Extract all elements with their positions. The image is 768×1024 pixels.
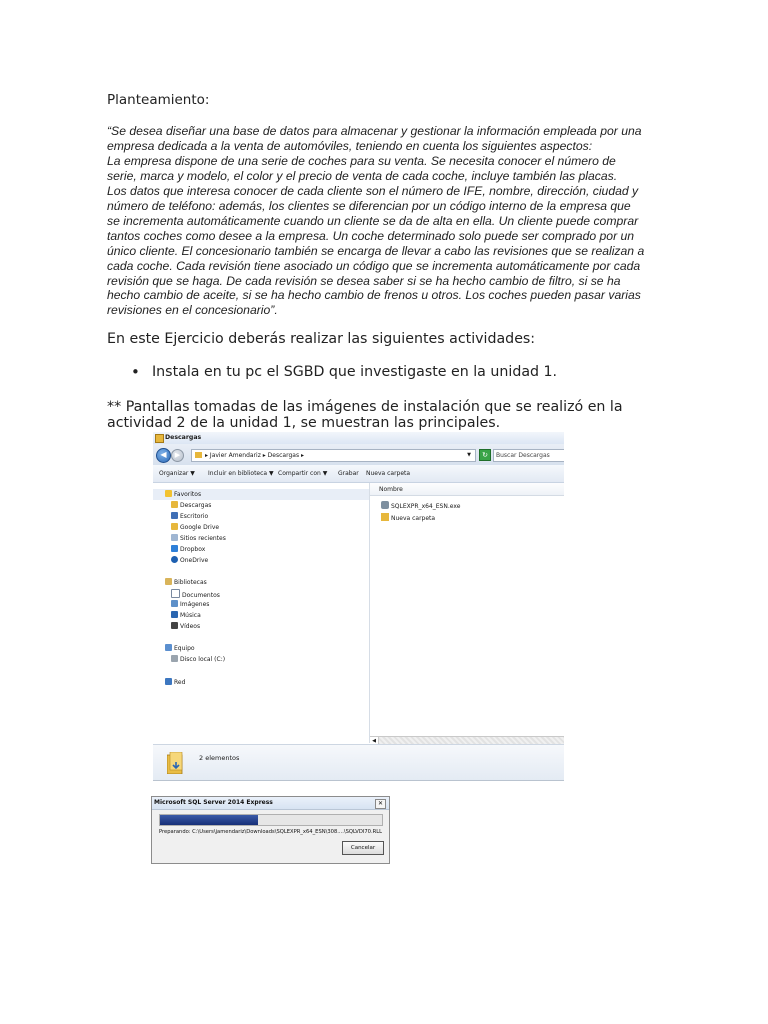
- tree-label: Descargas: [180, 502, 212, 509]
- chevron-down-icon[interactable]: ▼: [467, 452, 471, 458]
- tree-item-onedrive[interactable]: [171, 556, 208, 565]
- installer-exe-icon: [381, 501, 389, 509]
- tree-label: Documentos: [182, 592, 220, 599]
- tree-item-dropbox[interactable]: [171, 545, 205, 554]
- folder-icon: [155, 434, 164, 443]
- address-bar[interactable]: [191, 449, 476, 462]
- tree-item-desktop[interactable]: [171, 512, 208, 521]
- music-note-icon: [171, 611, 178, 618]
- installer-dialog: [151, 796, 390, 864]
- scroll-left-arrow-icon[interactable]: ◀: [370, 737, 379, 745]
- folder-icon: [381, 513, 389, 521]
- progress-status-text: Preparando: C:\Users\jamendariz\Downloads\SQLEXPR_x64_ESN\308....\SQLVDI70.RLL: [159, 829, 383, 835]
- onedrive-cloud-icon: [171, 556, 178, 563]
- quote-line: tantos coches como desee a la empresa. Un coche determinado solo puede ser comprado por un: [107, 228, 635, 243]
- quote-line: revisiones en el concesionario”.: [107, 303, 278, 318]
- tree-label: Equipo: [174, 645, 195, 652]
- refresh-icon[interactable]: ↻: [479, 449, 491, 461]
- explorer-window: [153, 432, 564, 781]
- tree-item-computer[interactable]: [165, 644, 195, 653]
- tree-item-google-drive[interactable]: [171, 523, 219, 532]
- file-name: SQLEXPR_x64_ESN.exe: [391, 503, 461, 510]
- screenshots-note: [107, 399, 627, 431]
- quote-line: se incrementa automáticamente cuando un cliente se da de alta en ella. Un cliente puede comprar: [107, 213, 639, 228]
- tree-item-images[interactable]: [171, 600, 209, 609]
- folder-icon: [195, 452, 202, 458]
- file-name: Nueva carpeta: [391, 515, 436, 522]
- organize-button[interactable]: Organizar ▼: [159, 470, 195, 477]
- item-count: 2 elementos: [199, 754, 240, 762]
- details-pane: [153, 744, 564, 781]
- video-film-icon: [171, 622, 178, 629]
- activities-list: [131, 364, 557, 380]
- quote-line: revisión que se haga. De cada revisión se desea saber si se ha hecho cambio de filtro, si se ha: [107, 273, 621, 288]
- address-bar-row: [153, 444, 564, 465]
- address-path: ▸ Javier Amendariz ▸ Descargas ▸: [205, 452, 304, 459]
- hard-drive-icon: [171, 655, 178, 662]
- forward-arrow-icon[interactable]: ▶: [171, 449, 184, 462]
- tree-item-favorites[interactable]: [165, 490, 201, 499]
- tree-item-downloads[interactable]: [171, 501, 211, 510]
- quote-line: “Se desea diseñar una base de datos para almacenar y gestionar la información empleada por una: [107, 124, 642, 138]
- documents-icon: [171, 589, 180, 598]
- command-bar: [153, 465, 564, 483]
- google-drive-icon: [171, 523, 178, 530]
- tree-item-documents[interactable]: [171, 589, 220, 600]
- recent-places-icon: [171, 534, 178, 541]
- quote-line: hecho cambio de aceite, si se ha hecho cambio de frenos u otros. Los coches pueden pasar varias: [107, 288, 641, 303]
- tree-label: Escritorio: [180, 513, 209, 520]
- note-line: actividad 2 de la unidad 1, se muestran las principales.: [107, 415, 501, 431]
- share-button[interactable]: Compartir con ▼: [278, 470, 328, 477]
- file-item[interactable]: [381, 501, 460, 511]
- dialog-title-bar: [152, 797, 389, 810]
- tree-item-local-disk[interactable]: [171, 655, 225, 664]
- list-item: • Instala en tu pc el SGBD que investigaste en la unidad 1.: [131, 364, 557, 380]
- tree-label: Música: [180, 612, 201, 619]
- progress-fill: [160, 815, 258, 825]
- tree-item-network[interactable]: [165, 678, 185, 687]
- libraries-icon: [165, 578, 172, 585]
- tree-label: Google Drive: [180, 524, 220, 531]
- name-column-header[interactable]: [370, 483, 564, 496]
- tree-label: Favoritos: [174, 491, 202, 498]
- tree-label: Disco local (C:): [180, 656, 226, 663]
- window-title: Descargas: [165, 434, 202, 441]
- dropbox-icon: [171, 545, 178, 552]
- network-icon: [165, 678, 172, 685]
- cancel-button[interactable]: Cancelar: [342, 841, 384, 855]
- search-input[interactable]: Buscar Descargas: [493, 449, 564, 462]
- section-heading: Planteamiento:: [107, 92, 210, 108]
- include-library-button[interactable]: Incluir en biblioteca ▼: [208, 470, 274, 477]
- tree-item-videos[interactable]: [171, 622, 200, 631]
- file-item[interactable]: [381, 513, 435, 523]
- column-label: Nombre: [379, 486, 403, 493]
- tree-label: OneDrive: [180, 557, 209, 564]
- tree-label: Vídeos: [180, 623, 201, 630]
- activities-intro: En este Ejercicio deberás realizar las siguientes actividades:: [107, 331, 536, 347]
- quote-line: Los datos que interesa conocer de cada cliente son el número de IFE, nombre, dirección, ciudad y: [107, 183, 639, 198]
- problem-statement: [107, 124, 667, 318]
- quote-line: único cliente. El concesionario también se encarga de llevar a cabo las revisiones que se realizan a: [107, 243, 645, 258]
- downloads-folder-icon: [171, 501, 178, 508]
- desktop-icon: [171, 512, 178, 519]
- tree-item-music[interactable]: [171, 611, 201, 620]
- quote-line: empresa dedicada a la venta de automóviles, teniendo en cuenta los siguientes aspectos:: [107, 138, 593, 153]
- star-icon: [165, 490, 172, 497]
- quote-line: serie, marca y modelo, el color y el precio de venta de cada coche, incluye también las placas.: [107, 168, 618, 183]
- quote-line: La empresa dispone de una serie de coches para su venta. Se necesita conocer el número de: [107, 153, 616, 168]
- quote-line: cada coche. Cada revisión tiene asociado un código que se incrementa automáticamente por cada: [107, 258, 641, 273]
- pane-divider[interactable]: [369, 483, 370, 743]
- new-folder-button[interactable]: Nueva carpeta: [366, 470, 411, 477]
- pictures-icon: [171, 600, 178, 607]
- burn-button[interactable]: Grabar: [338, 470, 359, 477]
- progress-bar: [159, 814, 383, 826]
- tree-label: Bibliotecas: [174, 579, 207, 586]
- computer-icon: [165, 644, 172, 651]
- navigation-pane: [153, 483, 369, 737]
- tree-label: Sitios recientes: [180, 535, 226, 542]
- back-arrow-icon[interactable]: ◀: [156, 448, 171, 463]
- tree-label: Red: [174, 679, 186, 686]
- folder-icon: [167, 752, 184, 774]
- tree-item-recent-places[interactable]: [171, 534, 226, 543]
- dialog-title: Microsoft SQL Server 2014 Express: [154, 799, 273, 806]
- tree-label: Dropbox: [180, 546, 206, 553]
- close-icon[interactable]: ✕: [375, 799, 386, 809]
- note-line: ** Pantallas tomadas de las imágenes de instalación que se realizó en la: [107, 399, 623, 415]
- tree-item-libraries[interactable]: [165, 578, 207, 587]
- tree-label: Imágenes: [180, 601, 210, 608]
- quote-line: número de teléfono: además, los clientes se diferencian por un código interno de la empresa que: [107, 198, 631, 213]
